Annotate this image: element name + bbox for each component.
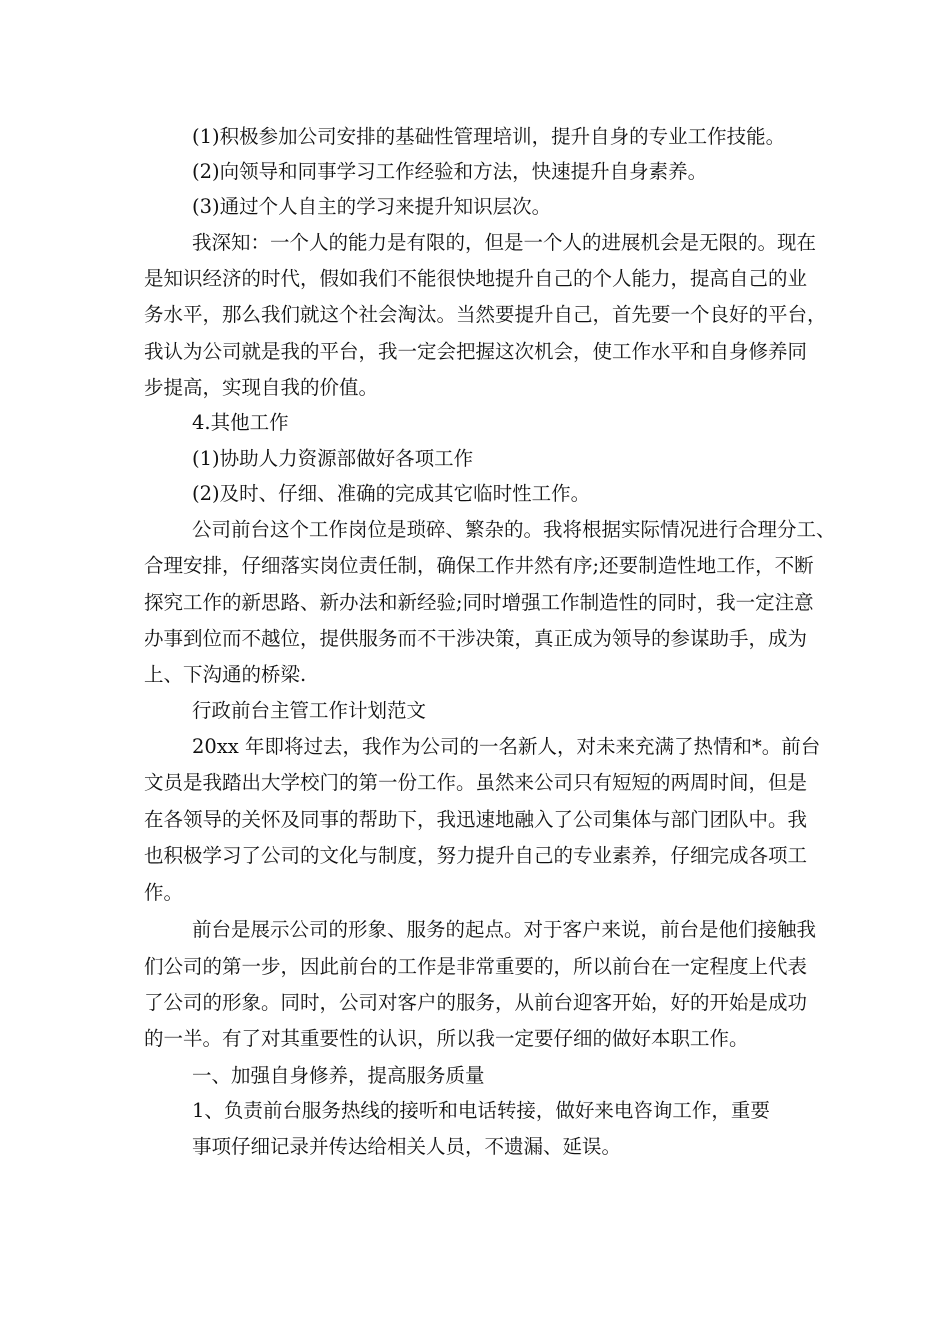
list-item: (2)向领导和同事学习工作经验和方法，快速提升自身素养。 (192, 160, 708, 183)
paragraph-line: 作。 (144, 881, 184, 904)
paragraph-line: 文员是我踏出大学校门的第一份工作。虽然来公司只有短短的两周时间，但是 (144, 771, 808, 794)
paragraph-line: 办事到位而不越位，提供服务而不干涉决策，真正成为领导的参谋助手，成为 (144, 627, 808, 650)
section-heading: 4.其他工作 (192, 411, 289, 434)
paragraph-line: 上、下沟通的桥梁. (144, 663, 307, 686)
paragraph-line: 合理安排，仔细落实岗位责任制，确保工作井然有序;还要制造性地工作，不断 (144, 554, 814, 577)
list-item: (1)协助人力资源部做好各项工作 (192, 447, 474, 470)
paragraph-line: 是知识经济的时代，假如我们不能很快地提升自己的个人能力，提高自己的业 (144, 267, 808, 290)
list-item: (1)积极参加公司安排的基础性管理培训，提升自身的专业工作技能。 (192, 125, 786, 148)
paragraph-line: 探究工作的新思路、新办法和新经验;同时增强工作制造性的同时，我一定注意 (144, 591, 814, 614)
paragraph-line: 了公司的形象。同时，公司对客户的服务，从前台迎客开始，好的开始是成功 (144, 991, 808, 1014)
paragraph-line: 我认为公司就是我的平台，我一定会把握这次机会，使工作水平和自身修养同 (144, 340, 808, 363)
paragraph-line: 1、负责前台服务热线的接听和电话转接，做好来电咨询工作，重要 (192, 1099, 770, 1122)
paragraph-line: 前台是展示公司的形象、服务的起点。对于客户来说，前台是他们接触我 (192, 918, 817, 941)
section-heading: 一、加强自身修养，提高服务质量 (192, 1064, 485, 1087)
paragraph-line: 们公司的第一步，因此前台的工作是非常重要的，所以前台在一定程度上代表 (144, 955, 808, 978)
paragraph-line: 事项仔细记录并传达给相关人员，不遗漏、延误。 (192, 1135, 622, 1158)
list-item: (3)通过个人自主的学习来提升知识层次。 (192, 195, 552, 218)
paragraph-line: 20xx 年即将过去，我作为公司的一名新人，对未来充满了热情和*。前台 (192, 735, 821, 758)
paragraph-line: 务水平，那么我们就这个社会淘汰。当然要提升自己，首先要一个良好的平台， (144, 303, 827, 326)
paragraph-line: 步提高，实现自我的价值。 (144, 376, 379, 399)
document-title: 行政前台主管工作计划范文 (192, 699, 427, 722)
paragraph-line: 也积极学习了公司的文化与制度，努力提升自己的专业素养，仔细完成各项工 (144, 844, 808, 867)
paragraph-line: 公司前台这个工作岗位是琐碎、繁杂的。我将根据实际情况进行合理分工、 (192, 518, 836, 541)
paragraph-line: 的一半。有了对其重要性的认识，所以我一定要仔细的做好本职工作。 (144, 1027, 749, 1050)
paragraph-line: 我深知：一个人的能力是有限的，但是一个人的进展机会是无限的。现在 (192, 231, 817, 254)
paragraph-line: 在各领导的关怀及同事的帮助下，我迅速地融入了公司集体与部门团队中。我 (144, 808, 808, 831)
list-item: (2)及时、仔细、准确的完成其它临时性工作。 (192, 482, 591, 505)
